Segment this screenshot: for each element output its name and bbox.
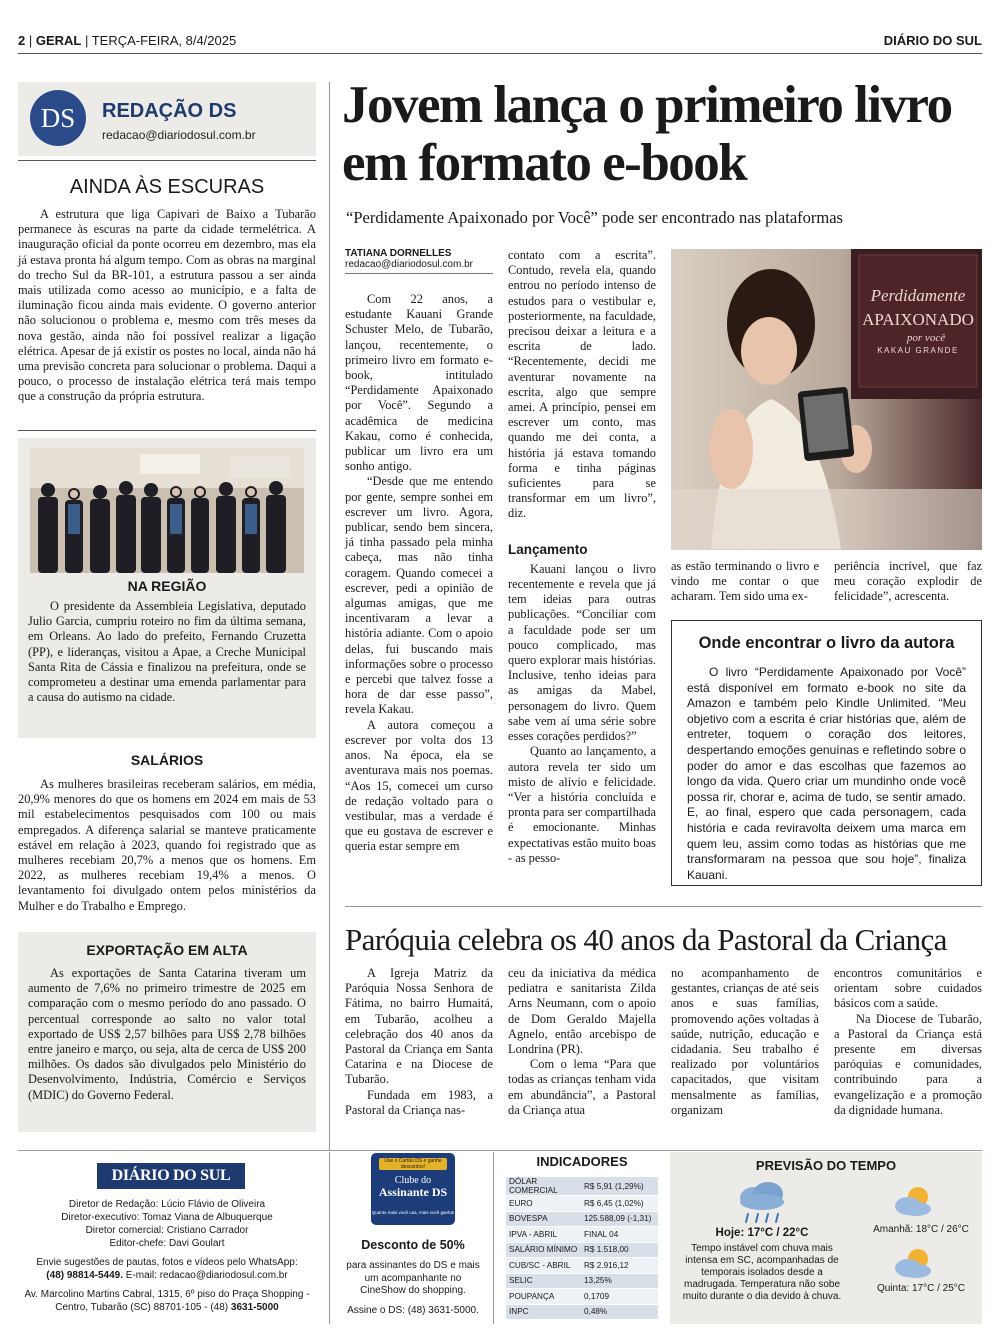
- divider: [18, 160, 316, 161]
- onde-body: O livro “Perdidamente Apaixonado por Você” está disponível em formato e-book no site da Amazon e também pelo Kindle Unlimited. “Meu objetivo com a escrita é criar histórias que, além de entreter, toquem o coração dos leitores, despertando emoções genuínas e refletindo sobre o poder do amor e das escolhas que fazemos ao longo da vida. Quero criar um mundinho onde você possa rir, chorar e, acima de tudo, se sentir amado. E, ao final, espero que cada personagem, cada história e cada reviravolta deixem uma marca em quem leu, assim como todas as histórias que me transformaram na pessoa que sou hoje”, finaliza Kauani.: [687, 665, 966, 882]
- main-col1-p3: A autora começou a escrever por volta dos 13 anos. Na época, ela se aventurava mais nos poemas. “Aos 15, comecei um curso de redação voltado para o vestibular, mas a verdade é que eu gostava de escrever e queria estar sempre em: [345, 717, 493, 854]
- rain-cloud-icon: [736, 1180, 788, 1226]
- main-col3: [671, 559, 819, 605]
- author-photo: [671, 249, 982, 550]
- onde-title: Onde encontrar o livro da autora: [698, 634, 955, 652]
- paroquia-c1b: Fundada em 1983, a Pastoral da Criança nas-: [345, 1087, 493, 1117]
- divider: [345, 906, 982, 907]
- escuras-body: A estrutura que liga Capivari de Baixo a Tubarão permanece às escuras na parte da cidade termelétrica. A inauguração oficial da ponte ocorreu em dezembro, mas ela já estava pronta há algum tempo. Com as obras na marginal do trecho Sul da BR-101, a estrutura passou a ser ainda mais utilizada como acesso ao município, e a falta de iluminação ficou ainda mais evidente. O governo anterior não solucionou o problema e, mesmo com três meses da nova gestão, ainda não foi possível realizar a ligação elétrica. Apesar de já existir os postes no local, ainda não há uma previsão concreta para solucionar o problema. Daqui a pouco, o processo de instalação elétrica terá mais tempo que a construção da própria estrutura.: [18, 207, 316, 404]
- indicador-row: [506, 1196, 658, 1212]
- expediente-line: Diretor-executivo: Tomaz Viana de Albuquerque: [61, 1212, 273, 1223]
- indicador-value: R$ 6,45 (1,02%): [581, 1196, 658, 1212]
- indicador-label: EURO: [506, 1196, 581, 1212]
- clube-body: para assinantes do DS e mais um acompanhante no CineShow do shopping.: [346, 1260, 480, 1296]
- indicador-label: IPVA - ABRIL: [506, 1227, 581, 1243]
- header-left: 2 | GERAL | TERÇA-FEIRA, 8/4/2025: [18, 33, 237, 48]
- regiao-box: [18, 438, 316, 738]
- card-title-2: Assinante DS: [378, 1185, 448, 1199]
- main-col1: [345, 292, 493, 855]
- tempo-thursday: Quinta: 17°C / 25°C: [876, 1283, 966, 1294]
- poster-title-3: por você: [906, 332, 946, 344]
- address-phone: 3631-5000: [230, 1302, 279, 1313]
- paroquia-c4b: Na Diocese de Tubarão, a Pastoral da Criança está presente em diversas paróquias e comunidades, contribuindo para a evangelização e a promoção da dignidade humana.: [834, 1011, 982, 1117]
- indicador-row: [506, 1304, 658, 1320]
- paroquia-c3: no acompanhamento de gestantes, crianças de até seis anos e suas famílias, promovendo ações voltadas à saúde, nutrição, educação e cidadania. Seu trabalho é realizado por voluntários capacitados, que visitam mensalmente as famílias, organizam: [671, 966, 819, 1117]
- tempo-title: PREVISÃO DO TEMPO: [755, 1158, 897, 1173]
- regiao-body: O presidente da Assembleia Legislativa, deputado Julio Garcia, cumpriu roteiro no fim da última semana, em Orleans. Ao lado do prefeito, Fernando Cruzetta (PP), e lideranças, visitou a Apae, a Creche Municipal Santa Rita de Cássia e finalizou na prefeitura, onde se comprometeu a destinar uma emenda parlamentar para a causa do autismo na cidade.: [28, 599, 306, 705]
- indicador-value: R$ 1.518,00: [581, 1242, 658, 1258]
- paroquia-c2b: Com o lema “Para que todas as crianças tenham vida em abundância”, a Pastoral da Criança atua: [508, 1057, 656, 1117]
- tempo-today-text: Tempo instável com chuva mais intensa em SC, acompanhadas de temporais isolados desde a madrugada. Temperatura não sobe muito durante o dia devido à chuva.: [682, 1243, 842, 1302]
- poster-author: KAKAU GRANDE: [877, 346, 959, 355]
- clube-footer: Assine o DS: (48) 3631-5000.: [347, 1305, 479, 1316]
- indicador-value: R$ 2.916,12: [581, 1258, 658, 1274]
- paroquia-c4: encontros comunitários e orientam sobre cuidados básicos com a saúde.: [834, 966, 982, 1011]
- paroquia-col3: [671, 966, 819, 1118]
- main-col1-p2: “Desde que me entendo por gente, sempre sonhei em escrever um livro. Agora, publicar, sendo bem sincera, já tinha passado pela minha cabeça, mas não tinha coragem. Quando comecei a escrever, pedi a opinião de algumas amigas, que me incentivaram a levar a história adiante. Com o apoio delas, fui buscando mais informações sobre o processo e percebi que talvez fosse a hora de dar esse passo”, revela Kakau.: [345, 474, 493, 717]
- expediente-line: Editor-chefe: Davi Goulart: [109, 1238, 225, 1249]
- main-col3-p1: as estão terminando o livro e vindo me contar o que acharam. Tem sido uma ex-: [671, 559, 819, 604]
- author-email: redacao@diariodosul.com.br: [345, 259, 473, 270]
- onde-box: [671, 620, 982, 886]
- main-col2-p2: Kauani lançou o livro recentemente e revela que já tem ideias para outras publicações. “Conciliar com a faculdade pode ser um pouco complicado, mas quero explorar mais histórias. Inclusive, tenho ideias para as amigas da Mabel, personagem do livro. Quem sabe vem aí uma série sobre esses corações perdidos?”: [508, 561, 656, 744]
- redacao-title: REDAÇÃO DS: [102, 100, 237, 122]
- salarios-title: SALÁRIOS: [130, 752, 204, 768]
- poster-title: Perdidamente: [870, 286, 966, 305]
- indicador-value: 0,48%: [581, 1304, 658, 1320]
- indicador-label: CUB/SC - ABRIL: [506, 1258, 581, 1274]
- author-name: TATIANA DORNELLES: [345, 248, 452, 259]
- salarios-body: As mulheres brasileiras receberam salários, em média, 20,9% menores do que os homens em 2024 em mais de 53 mil estabelecimentos pesquisados com 100 ou mais empregados. A diferença salarial se manteve praticamente estável em relação à 2023, quando foi registrado que as mulheres recebiam 20,7% a menos que os homens. Em 2022, as mulheres recebiam 19,4% a menos. O levantamento foi divulgado ontem pelos ministérios da Mulher e do Trabalho e Emprego.: [18, 777, 316, 913]
- paroquia-c1: A Igreja Matriz da Paróquia Nossa Senhora de Fátima, no bairro Humaitá, em Tubarão, acolheu a celebração dos 40 anos da Pastoral da Criança em Santa Catarina e na Diocese de Tubarão.: [345, 966, 493, 1087]
- expediente-contact: Envie sugestões de pautas, fotos e vídeos pelo WhatsApp:: [36, 1257, 298, 1268]
- tempo-box: [670, 1152, 982, 1324]
- main-col2-p1: contato com a escrita”. Contudo, revela ela, quando entrou no período intenso de estudos para o vestibular e, posteriormente, na faculdade, precisou deixar a leitura e a escrita de lado. “Recentemente, decidi me aventurar novamente na escrita, algo que sempre amei. A princípio, pensei em escrever um conto, mas quando me dei conta, a história já estava tomando forma e tinha páginas suficientes para se transformar em um livro”, diz.: [508, 248, 656, 521]
- card-title: Clube do: [394, 1175, 432, 1186]
- address-text: Centro, Tubarão (SC) 88701-105 - (48): [55, 1302, 231, 1313]
- exportacao-body: As exportações de Santa Catarina tiveram um aumento de 7,6% no primeiro trimestre de 2025 em comparação com o mesmo período do ano passado. O percentual corresponde ao salto no valor total exportado de US$ 2,57 bilhões para US$ 2,78 bilhões entre janeiro e março, ou seja, alta de cerca de US$ 200 milhões. Os dados são divulgados pelo Ministério do Desenvolvimento, Indústria, Comércio e Serviços (MDIC) do Governo Federal.: [28, 966, 306, 1102]
- indicador-row: [506, 1258, 658, 1274]
- column-separator: [493, 1152, 494, 1324]
- redacao-email: redacao@diariodosul.com.br: [102, 128, 256, 142]
- indicador-row: [506, 1211, 658, 1227]
- author-block: [345, 248, 493, 274]
- clube-card: [371, 1153, 455, 1225]
- expediente-staff: [18, 1198, 316, 1314]
- indicadores-title: INDICADORES: [536, 1154, 628, 1169]
- main-col2-p3: Quanto ao lançamento, a autora revela ter sido um misto de alívio e felicidade. “Ver a história concluída e pronta para ser compartilhada é emocionante. Minhas expectativas estão muito boas - as pesso-: [508, 744, 656, 865]
- column-separator: [329, 82, 330, 1150]
- clube-title: Desconto de 50%: [361, 1238, 465, 1252]
- header-paper-name: DIÁRIO DO SUL: [883, 33, 982, 48]
- indicador-row: [506, 1177, 658, 1196]
- main-headline: Jovem lança o primeiro livro em formato e-book: [342, 76, 952, 192]
- indicador-value: R$ 5,91 (1,29%): [581, 1177, 658, 1196]
- indicador-value: FINAL 04: [581, 1227, 658, 1243]
- partly-cloudy-icon: [892, 1184, 932, 1220]
- paroquia-headline: Paróquia celebra os 40 anos da Pastoral da Criança: [345, 922, 947, 957]
- indicador-label: SELIC: [506, 1273, 581, 1289]
- indicador-label: SALÁRIO MÍNIMO: [506, 1242, 581, 1258]
- ds-logo: DS: [30, 90, 86, 146]
- indicador-value: 0,1709: [581, 1289, 658, 1305]
- card-bottom: Quanto mais você usa, mais você ganha!: [371, 1210, 455, 1215]
- indicador-label: POUPANÇA: [506, 1289, 581, 1305]
- indicador-row: [506, 1289, 658, 1305]
- main-col4-p1: periência incrível, que faz meu coração explodir de felicidade”, acrescenta.: [834, 559, 982, 604]
- regiao-title: NA REGIÃO: [127, 578, 207, 594]
- indicador-label: BOVESPA: [506, 1211, 581, 1227]
- partly-cloudy-icon: [892, 1246, 932, 1282]
- exportacao-title: EXPORTAÇÃO EM ALTA: [86, 942, 248, 958]
- paroquia-col4: [834, 966, 982, 1118]
- escuras-title: AINDA ÀS ESCURAS: [69, 176, 265, 198]
- exportacao-box: [18, 932, 316, 1132]
- paroquia-col1: [345, 966, 493, 1118]
- card-top: Use o Cartão DS e ganhe descontos!: [379, 1158, 447, 1170]
- expediente-contact-line: [18, 1269, 316, 1282]
- expediente-line: Diretor de Redação: Lúcio Flávio de Oliveira: [68, 1199, 266, 1210]
- whatsapp-number: (48) 98814-5449.: [46, 1270, 124, 1281]
- expediente-address: Av. Marcolino Martins Cabral, 1315, 6º piso do Praça Shopping -: [24, 1289, 310, 1300]
- expediente-address-2: [18, 1301, 316, 1314]
- main-subhead: “Perdidamente Apaixonado por Você” pode ser encontrado nas plataformas: [346, 208, 843, 227]
- column-separator: [329, 1152, 330, 1324]
- divider: [18, 430, 316, 431]
- indicador-value: 13,25%: [581, 1273, 658, 1289]
- indicador-label: INPC: [506, 1304, 581, 1320]
- paroquia-c2: ceu da iniciativa da médica pediatra e sanitarista Zilda Arns Neumann, com o apoio de Dom Geraldo Majella Agnelo, então arcebispo de Londrina (PR).: [508, 966, 656, 1057]
- paroquia-col2: [508, 966, 656, 1118]
- page-header: [18, 30, 982, 54]
- tempo-tomorrow: Amanhã: 18°C / 26°C: [873, 1224, 969, 1235]
- indicador-value: 125.588,09 (-1,31): [581, 1211, 658, 1227]
- redacao-box: [18, 82, 316, 156]
- indicador-row: [506, 1273, 658, 1289]
- main-col1-p1: Com 22 anos, a estudante Kauani Grande Schuster Melo, de Tubarão, lançou, recentemente, o primeiro livro em formato e-book, intitulado “Perdidamente Apaixonado por Você”. Segundo a acadêmica de medicina Kakau, como é conhecida, publicar um livro era um sonho antigo.: [345, 292, 493, 474]
- lancamento-subtitle: Lançamento: [508, 541, 588, 557]
- expediente-email: E-mail: redacao@diariodosul.com.br: [123, 1270, 288, 1281]
- regiao-photo: [30, 448, 304, 573]
- main-col4: [834, 559, 982, 605]
- indicador-row: [506, 1227, 658, 1243]
- main-col2: [508, 248, 656, 866]
- divider: [18, 1150, 982, 1151]
- poster-title-2: APAIXONADO: [862, 310, 974, 329]
- expediente-logo: DIÁRIO DO SUL: [97, 1163, 245, 1189]
- expediente-line: Diretor comercial: Cristiano Carrador: [85, 1225, 249, 1236]
- indicadores-table: [506, 1177, 658, 1320]
- indicador-label: DÓLAR COMERCIAL: [506, 1177, 581, 1196]
- tempo-today: Hoje: 17°C / 22°C: [715, 1227, 809, 1239]
- indicador-row: [506, 1242, 658, 1258]
